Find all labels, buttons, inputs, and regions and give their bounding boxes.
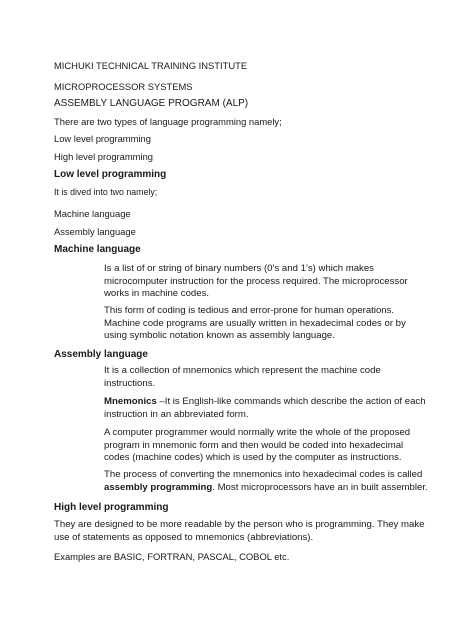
intro-text: There are two types of language programming namely;	[54, 116, 282, 127]
high-level-heading: High level programming	[54, 502, 169, 513]
low-level-divided-text: It is dived into two namely;	[54, 187, 158, 197]
type-high-level: High level programming	[54, 151, 154, 162]
programmer-paragraph	[104, 427, 410, 465]
paragraph-line: program in mnemonic form and then would be coded into hexadecimal	[104, 439, 404, 451]
paragraph-line: use of statements as opposed to mnemonics (abbreviations).	[54, 531, 314, 543]
assembly-language-heading: Assembly language	[54, 349, 148, 360]
high-level-paragraph	[54, 519, 424, 544]
paragraph-line: using symbolic notation known as assembly language.	[104, 330, 335, 341]
institute-name: MICHUKI TECHNICAL TRAINING INSTITUTE	[54, 60, 248, 71]
machine-language-definition	[104, 263, 408, 301]
list-item-assembly-language: Assembly language	[54, 226, 136, 237]
paragraph-line: They are designed to be more readable by the person who is programming. They make	[54, 519, 425, 530]
paragraph-line: It is a collection of mnemonics which represent the machine code	[104, 365, 381, 376]
assembly-definition	[104, 365, 381, 390]
paragraph-line: instructions.	[104, 377, 156, 389]
mnemonics-paragraph	[104, 396, 426, 421]
machine-language-heading: Machine language	[54, 244, 141, 255]
mnemonics-definition: –It is English-like commands which describe the action of each	[156, 396, 426, 407]
paragraph-line: This form of coding is tedious and error-prone for human operations.	[104, 305, 395, 316]
mnemonics-term: Mnemonics	[104, 396, 157, 407]
paragraph-line: Machine code programs are usually written in hexadecimal codes or by	[104, 317, 406, 329]
paragraph-line: works in machine codes.	[104, 288, 210, 299]
assembly-programming-paragraph	[104, 469, 428, 494]
paragraph-line	[104, 482, 428, 495]
machine-code-paragraph	[104, 305, 406, 343]
assembly-programming-term: assembly programming	[104, 481, 213, 493]
document-title: ASSEMBLY LANGUAGE PROGRAM (ALP)	[54, 98, 249, 109]
type-low-level: Low level programming	[54, 133, 151, 144]
assembly-programming-text: . Most microprocessors have an in built assembler.	[212, 481, 428, 493]
paragraph-line	[104, 396, 426, 409]
paragraph-line: A computer programmer would normally write the whole of the proposed	[104, 427, 411, 438]
paragraph-line: The process of converting the mnemonics into hexadecimal codes is called	[104, 469, 423, 480]
list-item-machine-language: Machine language	[54, 208, 131, 219]
low-level-heading: Low level programming	[54, 169, 167, 180]
paragraph-line: instruction in an abbreviated form.	[104, 408, 249, 420]
paragraph-line: microcomputer instruction for the process required. The microprocessor	[104, 275, 408, 287]
examples-text: Examples are BASIC, FORTRAN, PASCAL, COBOL etc.	[54, 551, 290, 562]
paragraph-line: codes (machine codes) which is used by the computer as instructions.	[104, 452, 402, 463]
paragraph-line: Is a list of or string of binary numbers (0’s and 1’s) which makes	[104, 263, 374, 274]
subject-name: MICROPROCESSOR SYSTEMS	[54, 81, 193, 92]
